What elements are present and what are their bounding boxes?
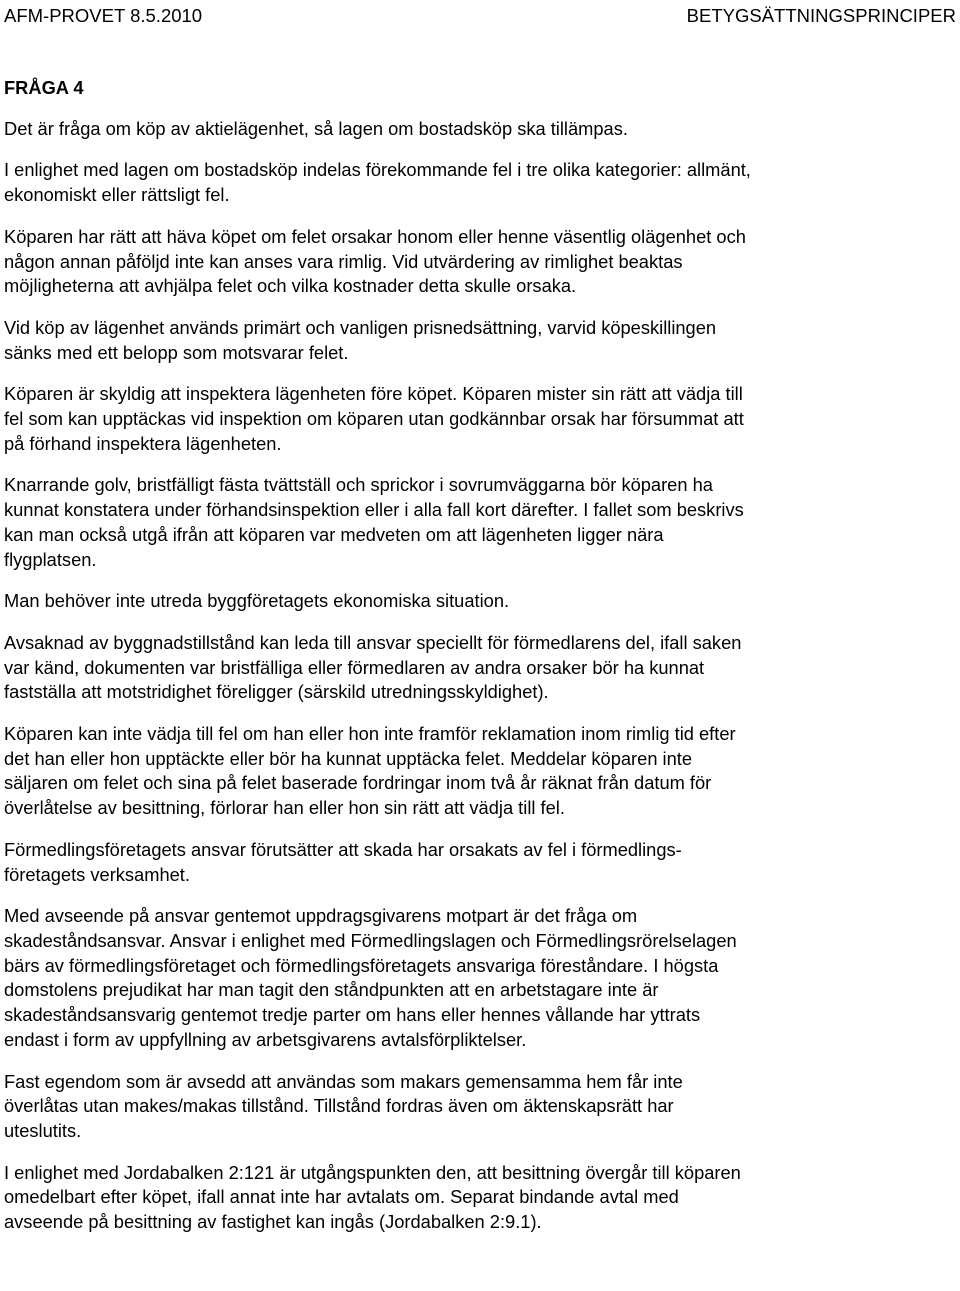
paragraph: Det är fråga om köp av aktielägenhet, så lagen om bostadsköp ska tillämpas. — [4, 117, 628, 139]
paragraph: Knarrande golv, bristfälligt fästa tvättställ och sprickor i sovrumväggarna bör köparen ha kunnat konstatera under förhandsinspektion eller i alla fall kort därefter. I fallet som beskrivs kan man också utgå ifrån att köparen var medveten om att lägenheten ligger nära flygplatsen. — [4, 474, 744, 570]
header-exam-title: AFM-PROVET 8.5.2010 — [4, 5, 203, 26]
paragraph: Köparen har rätt att häva köpet om felet orsakar honom eller henne väsentlig olägenhet och någon annan påföljd inte kan anses vara rimlig. Vid utvärdering av rimlighet beaktas möjligheterna att avhjälpa felet och vilka kostnader detta skulle orsaka. — [4, 225, 746, 297]
paragraph: Avsaknad av byggnadstillstånd kan leda till ansvar speciellt för förmedlarens del, ifall saken var känd, dokumenten var bristfälliga eller förmedlaren av andra orsaker bör ha kunnat fastställa att motstridighet föreligger (särskild utredningsskyldighet). — [4, 631, 742, 703]
paragraph: Köparen kan inte vädja till fel om han eller hon inte framför reklamation inom rimlig tid efter det han eller hon upptäckte eller bör ha kunnat upptäcka felet. Meddelar köparen inte säljaren om felet och sina på felet baserade fordringar inom två år räknat från datum för överlåtelse av besittning, förlorar han eller hon sin rätt att vädja till fel. — [4, 723, 736, 819]
paragraph: Med avseende på ansvar gentemot uppdragsgivarens motpart är det fråga om skadeståndsansvar. Ansvar i enlighet med Förmedlingslagen och Förmedlingsrörelselagen bärs av förmedlingsföretaget och förmedlingsföretagets ansvariga föreståndare. I högsta domstolens prejudikat har man tagit den ståndpunkten att en arbetstagare inte är skadeståndsansvarig gentemot tredje parter om hans eller hennes vållande har yttrats endast i form av uppfyllning av arbetsgivarens avtalsförpliktelser. — [4, 905, 737, 1050]
header-section-title: BETYGSÄTTNINGSPRINCIPER — [686, 5, 956, 26]
paragraph: Fast egendom som är avsedd att användas som makars gemensamma hem får inte överlåtas utan makes/makas tillstånd. Tillstånd fordras även om äktenskapsrätt har uteslutits. — [4, 1070, 683, 1141]
paragraph: I enlighet med lagen om bostadsköp indelas förekommande fel i tre olika kategorier: allmänt, ekonomiskt eller rättsligt fel. — [4, 159, 751, 206]
paragraph: Köparen är skyldig att inspektera lägenheten före köpet. Köparen mister sin rätt att vädja till fel som kan upptäckas vid inspektion om köparen utan godkännbar orsak har försummat att på förhand inspektera lägenheten. — [4, 383, 744, 454]
paragraph: Vid köp av lägenhet används primärt och vanligen prisnedsättning, varvid köpeskillingen sänks med ett belopp som motsvarar felet. — [4, 316, 717, 363]
paragraph: Man behöver inte utreda byggföretagets ekonomiska situation. — [4, 590, 510, 612]
document-body — [4, 76, 952, 1235]
page-header — [4, 4, 956, 28]
paragraph: I enlighet med Jordabalken 2:121 är utgångspunkten den, att besittning övergår till köparen omedelbart efter köpet, ifall annat inte har avtalats om. Separat bindande avtal med avseende på besittning av fastighet kan ingås (Jordabalken 2:9.1). — [4, 1161, 741, 1233]
paragraph: Förmedlingsföretagets ansvar förutsätter att skada har orsakats av fel i förmedlings- företagets verksamhet. — [4, 838, 682, 885]
question-title: FRÅGA 4 — [4, 77, 84, 98]
